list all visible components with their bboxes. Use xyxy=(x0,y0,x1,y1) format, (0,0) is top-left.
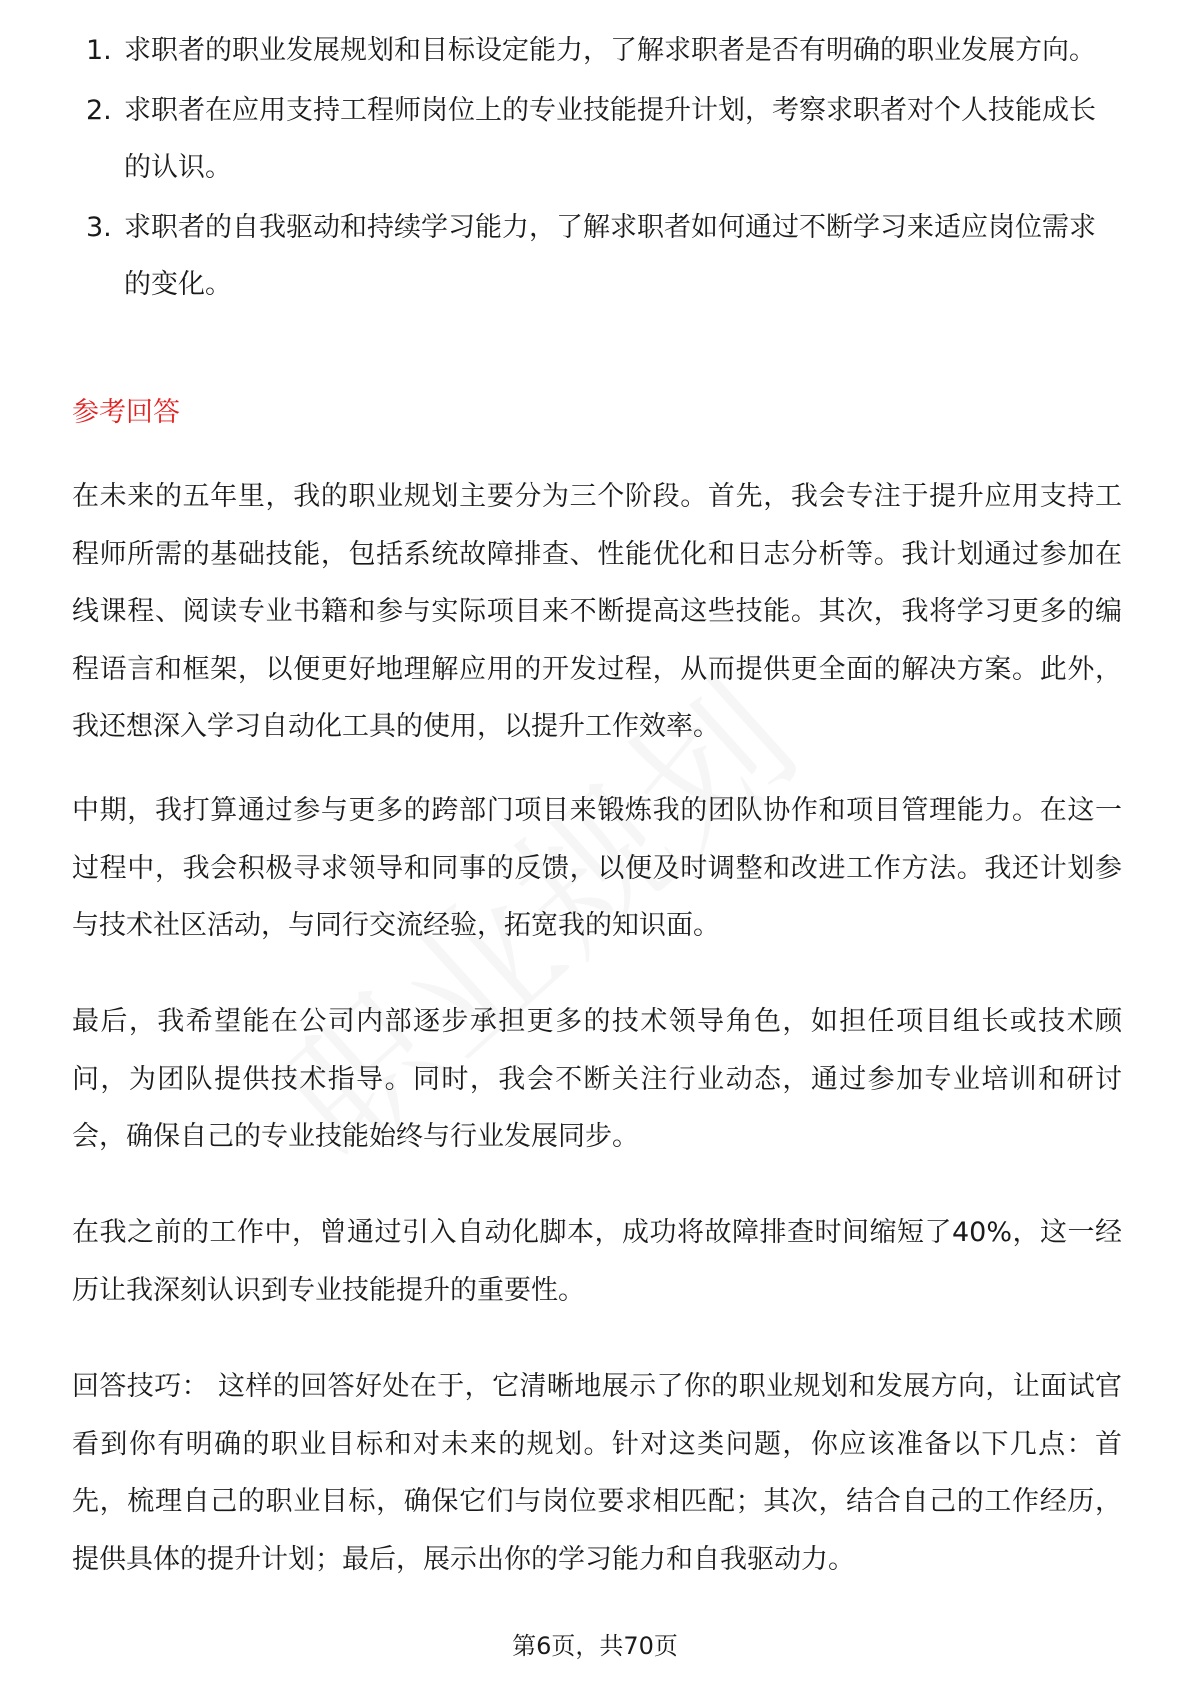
answer-paragraph-4: 在我之前的工作中，曾通过引入自动化脚本，成功将故障排查时间缩短了40%，这一经历让我深刻认识到专业技能提升的重要性。 xyxy=(72,1217,1122,1306)
list-item xyxy=(72,199,1122,313)
answer-paragraph-1: 在未来的五年里，我的职业规划主要分为三个阶段。首先，我会专注于提升应用支持工程师所需的基础技能，包括系统故障排查、性能优化和日志分析等。我计划通过参加在线课程、阅读专业书籍和参与实际项目来不断提高这些技能。其次，我将学习更多的编程语言和框架，以便更好地理解应用的开发过程，从而提供更全面的解决方案。此外，我还想深入学习自动化工具的使用，以提升工作效率。 xyxy=(72,481,1122,742)
list-item-text: 求职者的自我驱动和持续学习能力，了解求职者如何通过不断学习来适应岗位需求的变化。 xyxy=(124,212,1096,300)
list-item-number: 2. xyxy=(86,95,112,126)
list-item-text: 求职者的职业发展规划和目标设定能力，了解求职者是否有明确的职业发展方向。 xyxy=(124,35,1096,66)
answer-paragraph-2: 中期，我打算通过参与更多的跨部门项目来锻炼我的团队协作和项目管理能力。在这一过程中，我会积极寻求领导和同事的反馈，以便及时调整和改进工作方法。我还计划参与技术社区活动，与同行交流经验，拓宽我的知识面。 xyxy=(72,795,1122,941)
page-number: 第6页，共70页 xyxy=(512,1632,678,1660)
list-item-number: 1. xyxy=(86,35,112,66)
answer-tips-paragraph: 回答技巧： 这样的回答好处在于，它清晰地展示了你的职业规划和发展方向，让面试官看到你有明确的职业目标和对未来的规划。针对这类问题，你应该准备以下几点：首先，梳理自己的职业目标，确保它们与岗位要求相匹配；其次，结合自己的工作经历，提供具体的提升计划；最后，展示出你的学习能力和自我驱动力。 xyxy=(72,1371,1122,1575)
list-item-number: 3. xyxy=(86,212,112,243)
section-title: 参考回答 xyxy=(72,397,180,428)
list-item xyxy=(72,22,1122,79)
list-item-text: 求职者在应用支持工程师岗位上的专业技能提升计划，考察求职者对个人技能成长的认识。 xyxy=(124,95,1096,183)
answer-paragraph-3: 最后，我希望能在公司内部逐步承担更多的技术领导角色，如担任项目组长或技术顾问，为团队提供技术指导。同时，我会不断关注行业动态，通过参加专业培训和研讨会，确保自己的专业技能始终与行业发展同步。 xyxy=(72,1006,1122,1152)
criteria-list xyxy=(72,22,1122,316)
list-item xyxy=(72,82,1122,196)
